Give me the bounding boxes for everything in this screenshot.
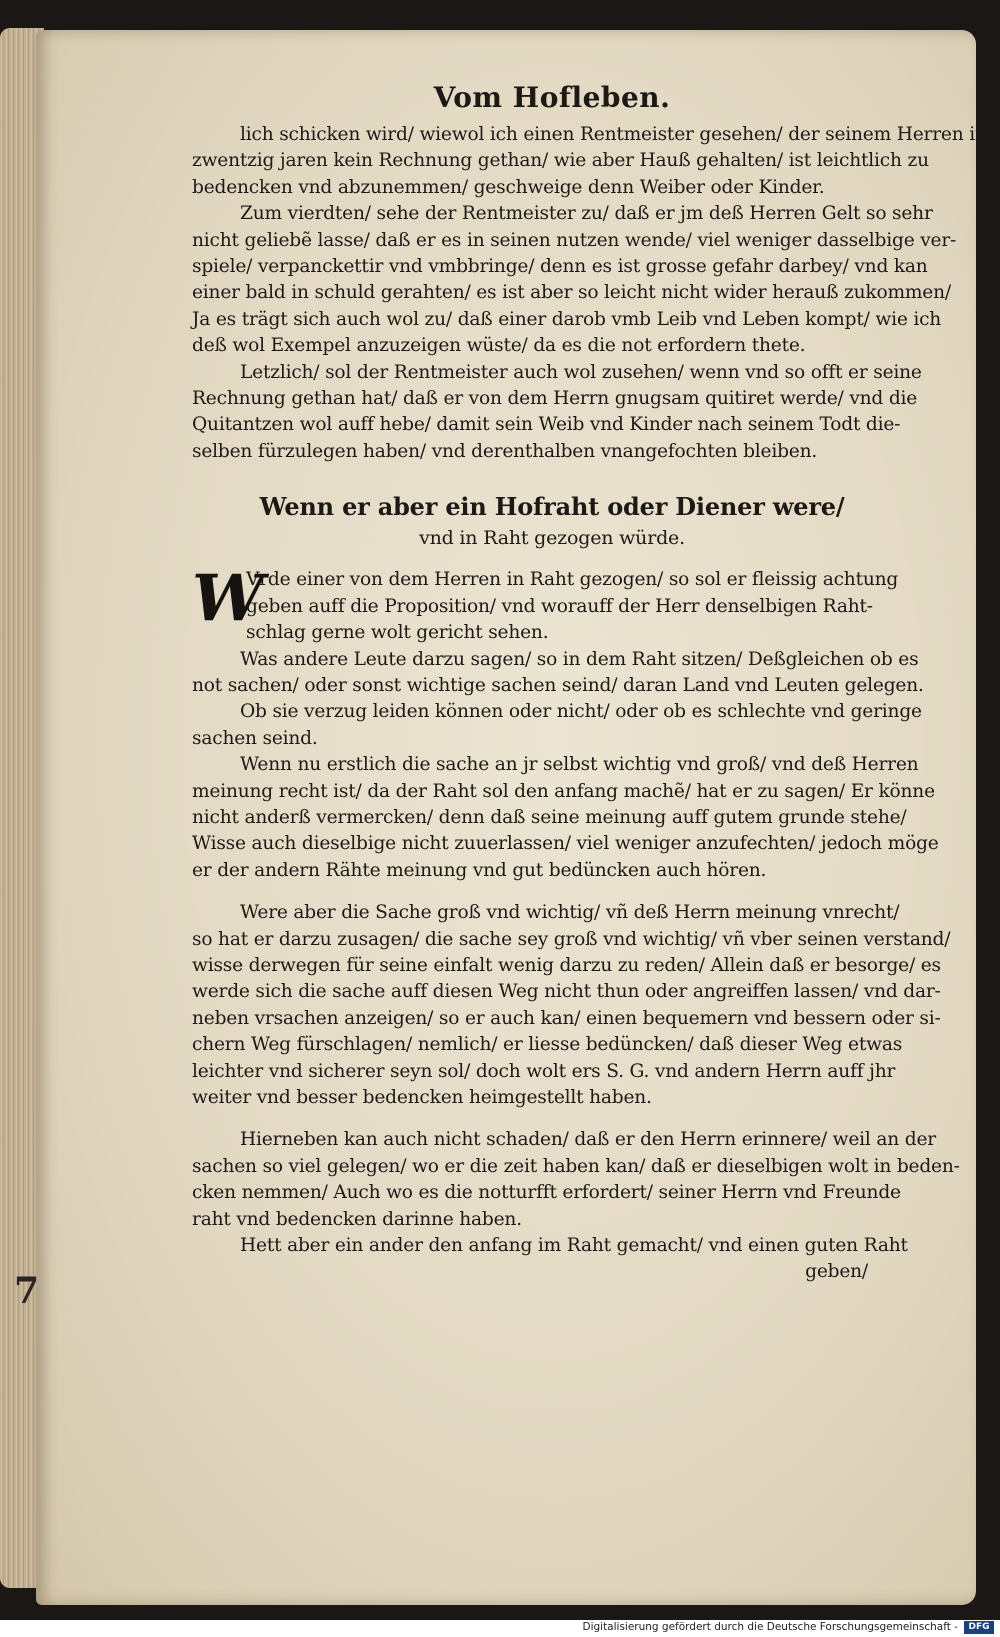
paragraph-gap [192, 1111, 912, 1127]
dfg-logo: DFG [964, 1621, 994, 1634]
text-line: Wenn nu erstlich die sache an jr selbst wichtig vnd groß/ vnd deß Herren [240, 754, 919, 776]
text-line: leichter vnd sicherer seyn sol/ doch wolt ers S. G. vnd andern Herrn auff jhr [192, 1060, 896, 1082]
text-line: wisse derwegen für seine einfalt wenig darzu zu reden/ Allein daß er besorge/ es [192, 954, 941, 976]
text-line: sachen seind. [192, 727, 318, 749]
text-line: er der andern Rähte meinung vnd gut bedüncken auch hören. [192, 859, 767, 881]
initial-paragraph-lines [246, 567, 912, 646]
text-line: cken nemmen/ Auch wo es die notturfft erfordert/ seiner Herrn vnd Freunde [192, 1182, 901, 1204]
text-line: nicht anderß vermercken/ denn daß seine meinung auff gutem grunde stehe/ [192, 806, 907, 828]
text-line: Ob sie verzug leiden können oder nicht/ oder ob es schlechte vnd geringe [240, 701, 922, 723]
text-line: neben vrsachen anzeigen/ so er auch kan/ einen bequemern vnd bessern oder si- [192, 1007, 941, 1029]
initial-paragraph [192, 561, 912, 646]
paragraph-gap [192, 884, 912, 900]
text-line: so hat er darzu zusagen/ die sache sey groß vnd wichtig/ vñ vber seinen verstand/ [192, 928, 951, 950]
text-line: spiele/ verpanckettir vnd vmbbringe/ denn es ist grosse gefahr darbey/ vnd kan [192, 256, 928, 278]
text-line: Ja es trägt sich auch wol zu/ daß einer darob vmb Leib vnd Leben kompt/ wie ich [192, 308, 942, 330]
text-line: geben auff die Proposition/ vnd worauff der Herr denselbigen Raht- [246, 595, 873, 617]
text-line: deß wol Exempel anzuzeigen wüste/ da es die not erfordern thete. [192, 335, 806, 357]
text-line: chern Weg fürschlagen/ nemlich/ er liesse bedüncken/ daß dieser Weg etwas [192, 1034, 903, 1056]
page-text [192, 78, 987, 1286]
text-line: Hierneben kan auch nicht schaden/ daß er den Herrn erinnere/ weil an der [240, 1129, 936, 1151]
margin-mark: 7 [14, 1270, 40, 1312]
text-line: sachen so viel gelegen/ wo er die zeit haben kan/ daß er dieselbigen wolt in beden- [192, 1155, 960, 1177]
text-line: einer bald in schuld gerahten/ es ist aber so leicht nicht wider herauß zukommen/ [192, 282, 951, 304]
text-line: nicht geliebẽ lasse/ daß er es in seinen nutzen wende/ viel weniger dasselbige ver- [192, 229, 957, 251]
text-line: lich schicken wird/ wiewol ich einen Rentmeister gesehen/ der seinem Herren in [240, 124, 987, 145]
text-line: Quitantzen wol auff hebe/ damit sein Weib vnd Kinder nach seinem Todt die- [192, 414, 901, 436]
text-line: not sachen/ oder sonst wichtige sachen seind/ daran Land vnd Leuten gelegen. [192, 674, 924, 696]
paragraphs-before-section [192, 122, 987, 465]
text-line: Rechnung gethan hat/ daß er von dem Herrn gnugsam quitiret werde/ vnd die [192, 388, 918, 410]
text-line: werde sich die sache auff diesen Weg nicht thun oder angreiffen lassen/ vnd dar- [192, 981, 941, 1003]
text-line: meinung recht ist/ da der Raht sol den anfang machẽ/ hat er zu sagen/ Er könne [192, 780, 935, 802]
catchword: geben/ [805, 1261, 868, 1283]
footer-credit: Digitalisierung gefördert durch die Deutsche Forschungsgemeinschaft - [582, 1621, 958, 1633]
text-line: Vrde einer von dem Herren in Raht gezogen/ so sol er fleissig achtung [246, 569, 899, 591]
text-line: Wisse auch dieselbige nicht zuuerlassen/ viel weniger anzufechten/ jedoch möge [192, 833, 939, 855]
text-line: Zum vierdten/ sehe der Rentmeister zu/ daß er jm deß Herren Gelt so sehr [240, 203, 933, 225]
text-line: schlag gerne wolt gericht sehen. [246, 622, 549, 644]
text-line: Were aber die Sache groß vnd wichtig/ vñ deß Herrn meinung vnrecht/ [240, 902, 900, 924]
text-line: weiter vnd besser bedencken heimgestellt haben. [192, 1087, 652, 1108]
text-line: Letzlich/ sol der Rentmeister auch wol zusehen/ wenn vnd so offt er seine [240, 361, 922, 383]
text-line: bedencken vnd abzunemmen/ geschweige denn Weiber oder Kinder. [192, 176, 825, 198]
text-line: zwentzig jaren kein Rechnung gethan/ wie aber Hauß gehalten/ ist leichtlich zu [192, 150, 929, 172]
section-subtitle: vnd in Raht gezogen würde. [419, 527, 685, 550]
text-line: Hett aber ein ander den anfang im Raht gemacht/ vnd einen guten Raht [240, 1235, 908, 1257]
decorated-initial: W [192, 561, 264, 637]
section-title: Wenn er aber ein Hofraht oder Diener were/ [259, 492, 845, 522]
footer-bar [0, 1620, 1000, 1637]
text-line: raht vnd bedencken darinne haben. [192, 1208, 522, 1230]
text-line: Was andere Leute darzu sagen/ so in dem Raht sitzen/ Deßgleichen ob es [240, 648, 919, 670]
paragraphs-after-section [192, 647, 960, 1260]
running-head: Vom Hofleben. [433, 81, 671, 114]
text-line: selben fürzulegen haben/ vnd derenthalben vnangefochten bleiben. [192, 440, 818, 462]
